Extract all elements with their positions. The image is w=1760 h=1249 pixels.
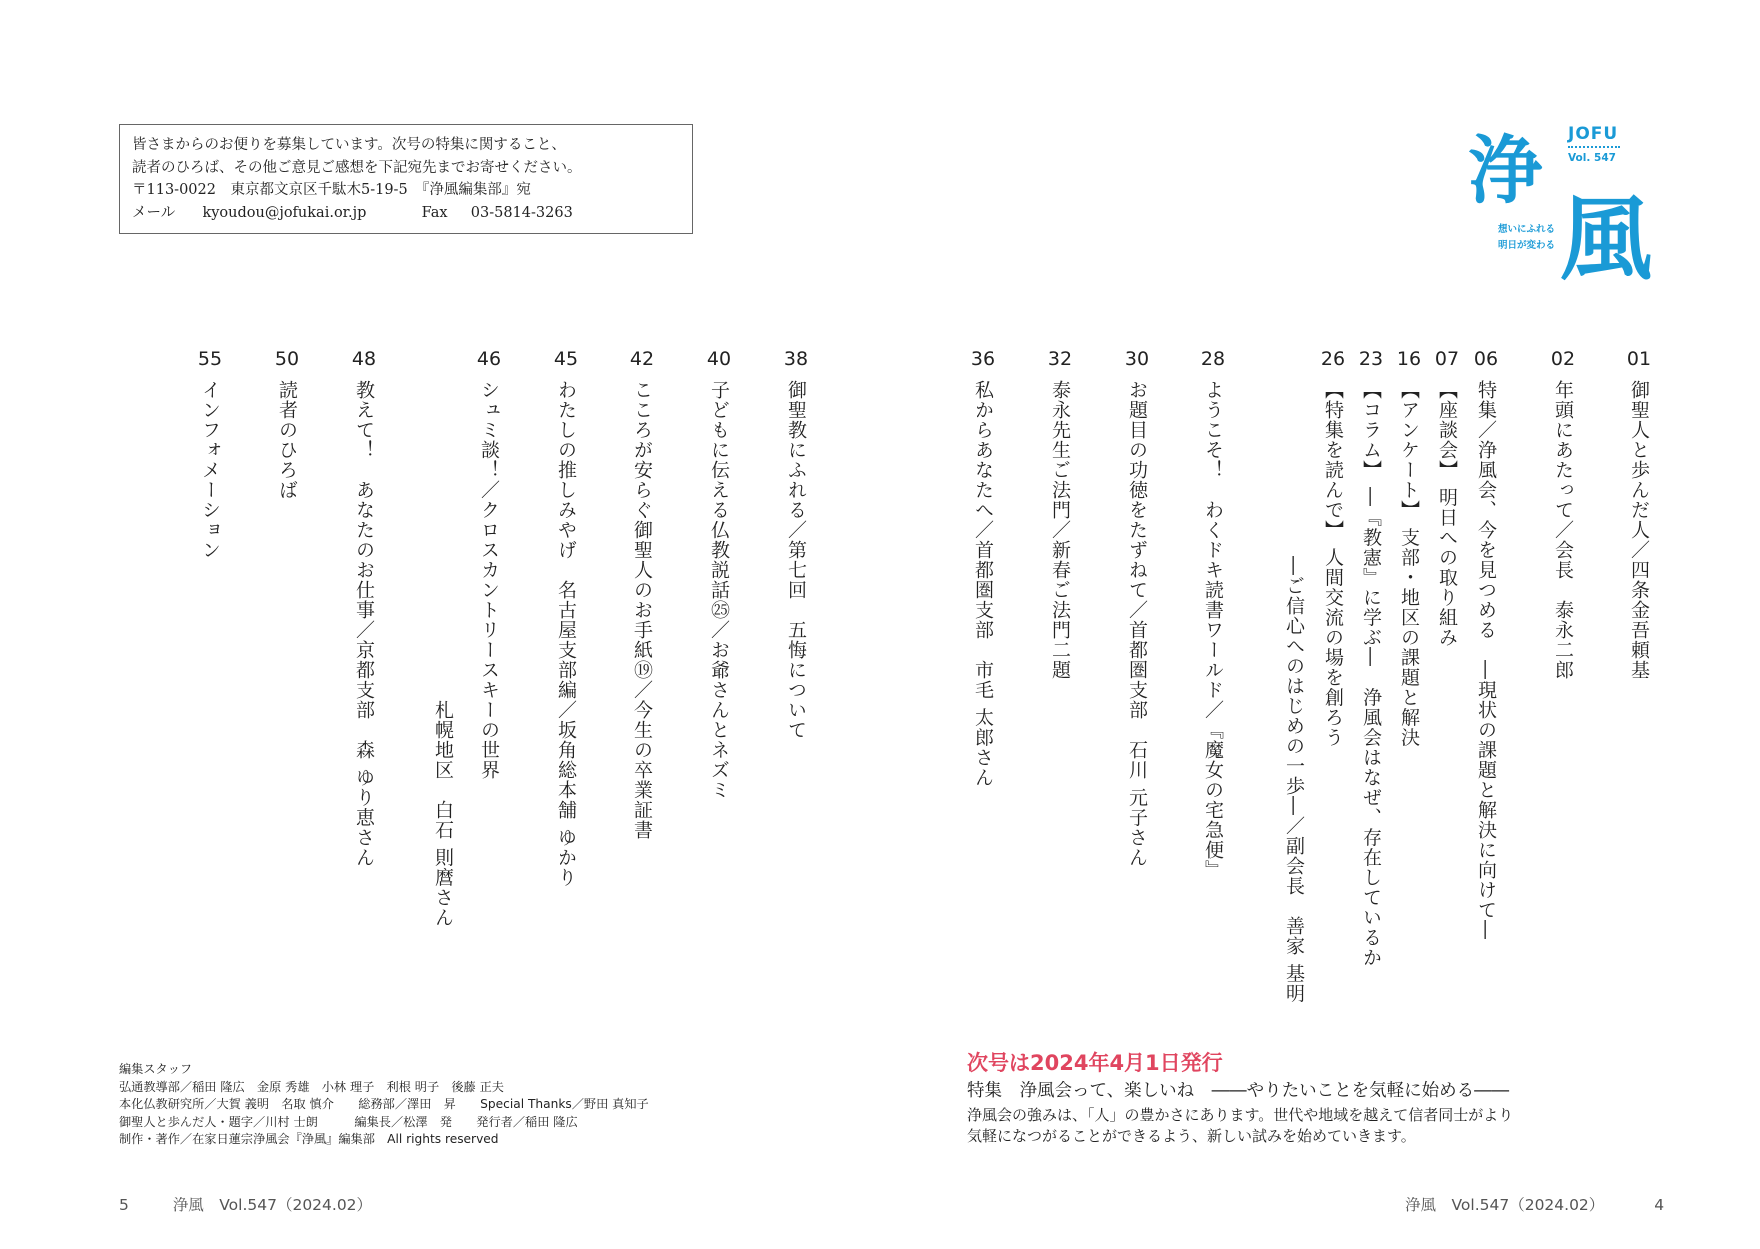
next-issue-headline: 次号は2024年4月1日発行 (967, 1051, 1223, 1075)
toc-page-number: 32 (1047, 348, 1073, 370)
postal-address: 〒113-0022 東京都文京区千駄木5-19-5 『浄風編集部』宛 (132, 182, 531, 198)
toc-title: 御聖人と歩んだ人／四条金吾頼基 (1628, 380, 1650, 680)
toc-page-number (1274, 346, 1314, 380)
toc-title: 【アンケート】 支部・地区の課題と解決 (1398, 380, 1420, 748)
footer-right (1405, 1193, 1664, 1215)
toc-page-number: 16 (1396, 348, 1422, 370)
toc-title: 特集／浄風会、今を見つめる ―現状の課題と解決に向けて― (1475, 380, 1497, 940)
submission-line-2: 読者のひろば、その他ご意見ご感想を下記宛先までお寄せください。 (132, 159, 582, 176)
toc-item[interactable] (783, 346, 809, 744)
toc-title: 読者のひろば (276, 380, 298, 500)
toc-page-number: 02 (1550, 348, 1576, 370)
toc-item[interactable] (553, 346, 579, 891)
jofu-logo (1468, 124, 1653, 293)
toc-title: ようこそ！ わくドキ読書ワールド／『魔女の宅急便』 (1202, 380, 1224, 880)
logo-roman: JOFU (1568, 124, 1619, 144)
staff-row: 本化仏教研究所／大賀 義明 名取 慎介 総務部／澤田 昇 Special Thanks／野田 真知子 (119, 1097, 649, 1111)
toc-item[interactable] (970, 346, 996, 791)
toc-item[interactable] (1473, 346, 1499, 944)
toc-title: 泰永先生ご法門／新春ご法門二題 (1049, 380, 1071, 680)
footer-left-label: 浄風 Vol.547（2024.02） (172, 1196, 373, 1214)
logo-kanji-fu: 風 (1560, 186, 1653, 293)
toc-item[interactable] (1550, 346, 1576, 684)
toc-item[interactable] (1047, 346, 1073, 684)
toc-item[interactable] (1358, 346, 1384, 971)
page-number-right: 4 (1654, 1196, 1665, 1214)
toc-item[interactable] (197, 346, 223, 564)
toc-title: 私からあなたへ／首都圏支部 市毛 太郎さん (972, 380, 994, 788)
toc-page-number: 40 (706, 348, 732, 370)
fax-number: 03-5814-3263 (470, 204, 573, 221)
next-issue-feature: 特集 浄風会って、楽しいね ――やりたいことを気軽に始める―― (967, 1081, 1510, 1101)
toc-page-number: 36 (970, 348, 996, 370)
toc-page-number: 55 (197, 348, 223, 370)
logo-volume: Vol. 547 (1568, 152, 1616, 164)
email-label: メール (132, 204, 176, 221)
logo-divider (1568, 146, 1620, 148)
toc-page-number: 01 (1626, 348, 1652, 370)
next-issue-description-1: 浄風会の強みは、「人」の豊かさにあります。世代や地域を越えて信者同士がより (967, 1106, 1514, 1124)
toc-title: お題目の功徳をたずねて／首都圏支部 石川 元子さん (1126, 380, 1148, 868)
toc-item[interactable] (351, 346, 377, 871)
toc-page-number: 26 (1320, 348, 1346, 370)
toc-title: こころが安らぐ御聖人のお手紙⑲／今生の卒業証書 (631, 380, 653, 840)
logo-tagline-2: 明日が変わる (1498, 240, 1556, 251)
toc-item[interactable] (1396, 346, 1422, 751)
toc-page-number: 28 (1200, 348, 1226, 370)
toc-title: シュミ談！／クロスカントリースキーの世界 (478, 380, 500, 780)
toc-item-continued (430, 346, 456, 931)
toc-title: 子どもに伝える仏教説話㉕／お爺さんとネズミ (708, 380, 730, 800)
submission-line-1: 皆さまからのお便りを募集しています。次号の特集に関すること、 (132, 137, 566, 153)
toc-item[interactable] (629, 346, 655, 844)
toc-item[interactable] (476, 346, 502, 784)
toc-title: わたしの推しみやげ 名古屋支部編／坂角総本舗 ゆかり (555, 380, 577, 888)
toc-page-number: 50 (274, 348, 300, 370)
toc-page-number: 06 (1473, 348, 1499, 370)
toc-item[interactable] (706, 346, 732, 804)
toc-title: 年頭にあたって／会長 泰永二郎 (1552, 380, 1574, 680)
toc-page-number (423, 346, 463, 380)
editorial-staff (119, 1061, 739, 1149)
toc-title: 【コラム】 ―『教憲』に学ぶ― 浄風会はなぜ、存在しているか (1360, 380, 1382, 968)
toc-page-number: 46 (476, 348, 502, 370)
toc-title: 【座談会】 明日への取り組み (1436, 380, 1458, 648)
next-issue-description-2: 気軽になつがることができるよう、新しい試みを始めていきます。 (967, 1127, 1416, 1145)
toc-item[interactable] (274, 346, 300, 504)
toc-page-number: 23 (1358, 348, 1384, 370)
toc-title: インフォメーション (199, 380, 221, 560)
toc-title: ―ご信心へのはじめの一歩―／副会長 善家 基明 (1283, 556, 1305, 1004)
toc-title: 御聖教にふれる／第七回 五悔について (785, 380, 807, 740)
toc-item[interactable] (1320, 346, 1346, 751)
toc-item[interactable] (1124, 346, 1150, 871)
staff-row: 御聖人と歩んだ人・題字／川村 士朗 編集長／松澤 発 発行者／稲田 隆広 (119, 1114, 578, 1129)
fax-label: Fax (421, 204, 448, 221)
footer-left (119, 1193, 372, 1215)
submission-box (119, 124, 693, 234)
page-number-left: 5 (119, 1196, 129, 1214)
toc-item[interactable] (1626, 346, 1652, 684)
logo-tagline-1: 想いにふれる (1498, 224, 1556, 235)
toc-title: 【特集を読んで】 人間交流の場を創ろう (1322, 380, 1344, 748)
contact-line (132, 202, 680, 225)
toc-page-number: 48 (351, 348, 377, 370)
toc-page-number: 38 (783, 348, 809, 370)
logo-kanji-jo: 浄 (1468, 128, 1542, 214)
toc-title: 札幌地区 白石 則麿さん (432, 700, 454, 928)
toc-title: 教えて！ あなたのお仕事／京都支部 森 ゆり恵さん (353, 380, 375, 868)
staff-heading: 編集スタッフ (119, 1062, 193, 1076)
staff-row: 制作・著作／在家日蓮宗浄風会『浄風』編集部 All rights reserved (119, 1132, 499, 1146)
toc-page-number: 07 (1434, 348, 1460, 370)
toc-item[interactable] (1434, 346, 1460, 651)
email-address[interactable]: kyoudou@jofukai.or.jp (202, 204, 367, 221)
toc-page-number: 30 (1124, 348, 1150, 370)
next-issue (967, 1048, 1647, 1147)
footer-right-label: 浄風 Vol.547（2024.02） (1405, 1196, 1605, 1214)
toc-item-continued (1281, 346, 1307, 1007)
toc-page-number: 42 (629, 348, 655, 370)
toc-page-number: 45 (553, 348, 579, 370)
toc-item[interactable] (1200, 346, 1226, 884)
staff-row: 弘通教導部／稲田 隆広 金原 秀雄 小林 理子 利根 明子 後藤 正夫 (119, 1079, 504, 1094)
